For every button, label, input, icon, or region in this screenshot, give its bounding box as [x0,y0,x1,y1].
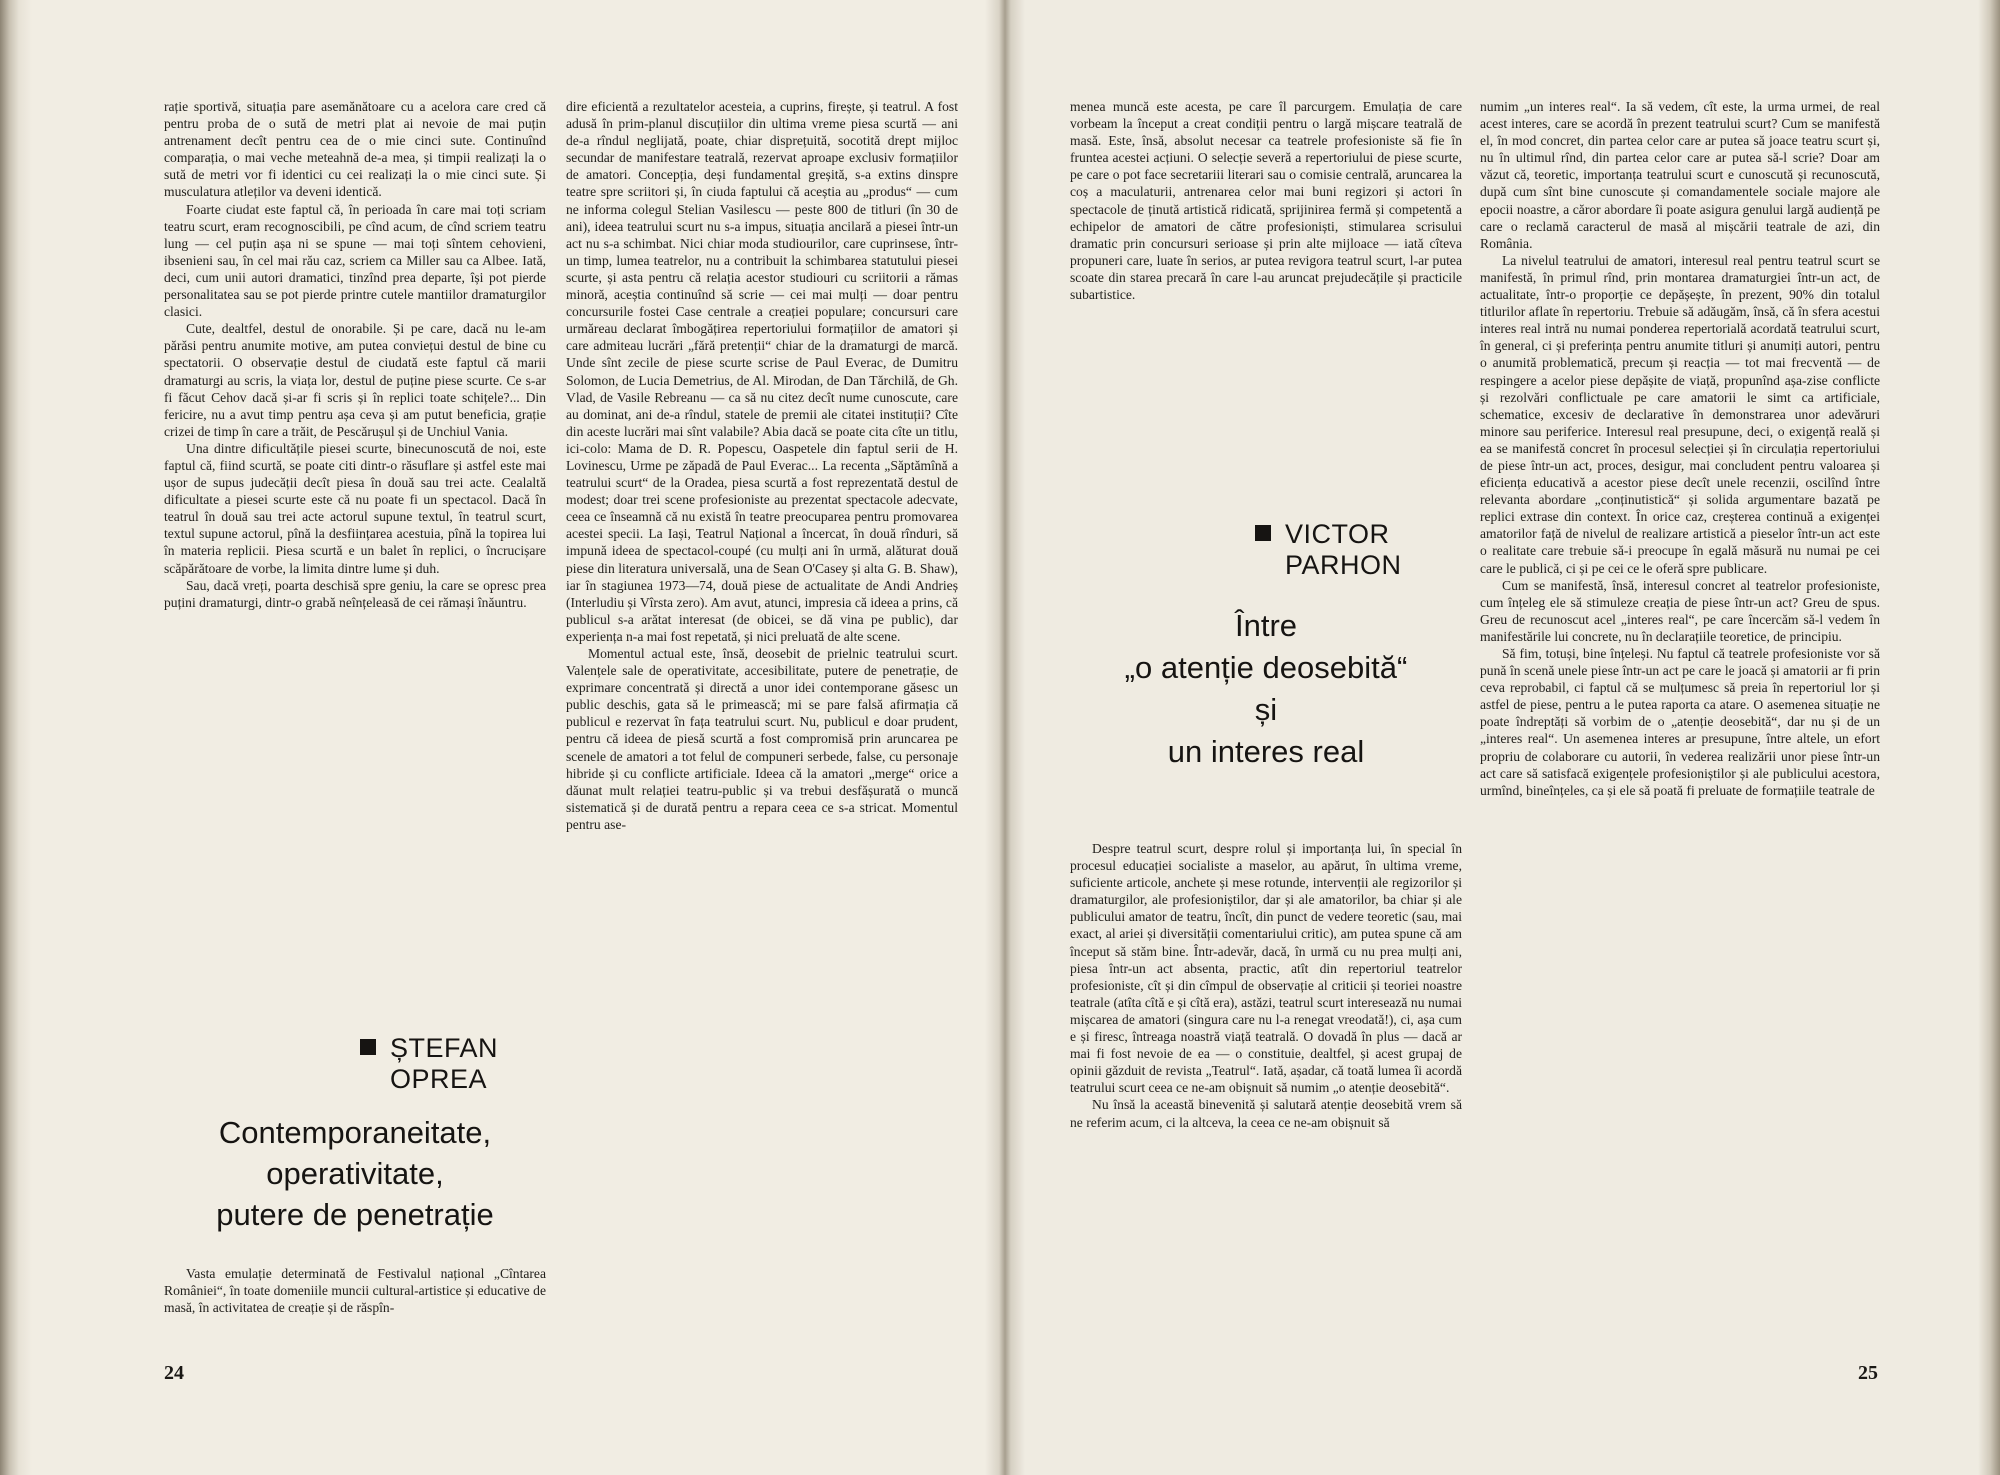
paragraph: Foarte ciudat este faptul că, în perioada în care mai toți scriam teatru scurt, eram recognoscibili, pe cînd acum, de cînd scriem teatru lung — cel puțin așa ni se spune — mai toți sîntem cehovieni, ibsenieni sau, în cel mai rău caz, scriem ca Miller sau ca Albee. Iată, deci, cum unii autori dramatici, tinzînd prea departe, își pot pierde personalitatea sau se pot pierde printre cutele mantiilor dramaturgilor clasici. [164,201,546,320]
paragraph: Cute, dealtfel, destul de onorabile. Și pe care, dacă nu le-am părăsi pentru anumite motive, am putea conviețui destul de bine cu spectatorii. O observație destul de ciudată este faptul că marii dramaturgi au scris, la viața lor, destul de puține piese scurte. Ce s-ar fi făcut Cehov dacă și-ar fi scris și în replici toate schițele?... Din fericire, nu a avut timp pentru așa ceva și am putut beneficia, grație crizei de timp în care a trăit, de Pescărușul și de Unchiul Vania. [164,321,546,439]
bullet-square-icon [1255,525,1271,541]
headline-line: „o atenție deosebită“ [1124,650,1408,685]
book-gutter [985,0,1025,1475]
page-number: 24 [164,1362,184,1384]
paragraph: La nivelul teatrului de amatori, interesul real pentru teatrul scurt se manifestă, în primul rînd, prin montarea dramaturgiei într-un act, de actualitate, într-o proporție ce depășește, în prezent, 90% din totalul titlurilor aflate în repertoriu. Trebuie să adăugăm, însă, că în sfera acestui interes real intră nu numai ponderea repertorială acordată teatrului scurt, în general, ci și preferința pentru anumite titluri și anumiți autori, pentru o anumită problematică, precum și reacția — tot mai frecventă — de respingere a acelor piese depășite de viață, propunînd așa-zise conflicte și rezolvări conflictuale pe care amatorii le simt ca artificiale, schematice, excesiv de declarative în demonstrarea unor adevăruri minore sau periferice. Interesul real presupune, deci, o exigență reală și ea se manifestă concret în procesul selecției și în circulația repertoriului de piese într-un act, proces, desigur, mai concludent pentru valoarea și eficiența educativă a acestor piese decît unele recenzii, oscilînd între relevanta abordare „conținutistică“ și solida argumentare bazată pe replici extrase din context. În orice caz, creșterea continuă a exigenței amatorilor față de nivelul de realizare artistică a pieselor într-un act este o realitate care trebuie să-i preocupe în egală măsură nu numai pe cei care le publică, ci și pe cei ce le oferă spre publicare. [1480,252,1880,576]
paragraph: Sau, dacă vreți, poarta deschisă spre geniu, la care se opresc prea puțini dramaturgi, dintr-o grabă neînțeleasă de cei rămași înăuntru. [164,577,546,610]
paragraph: rație sportivă, situația pare asemănătoare cu a acelora care cred că pentru proba de o sută de metri plat ai nevoie de mai puțin antrenament decît pentru cea de o mie cinci sute. Continuînd comparația, o mai veche meteahnă de-a mea, și timpii realizați la o sută de metri vor fi identici cu cei realizați la o mie cinci sute. Și musculatura atleților va deveni identică. [164,99,546,200]
headline-line: Contemporaneitate, [218,1115,492,1150]
article-headline [164,1112,546,1235]
headline-line: operativitate, [266,1156,444,1191]
paragraph: Cum se manifestă, însă, interesul concret al teatrelor profesioniste, cum înțeleg ele să stimuleze creația de piese într-un act? Greu de spus. Greu de recunoscut acel „interes real“, pe care încercăm să-l vedem în manifestările lui concrete, nu în declarațiile teoretice, de principiu. [1480,577,1880,644]
page-stack-edge [0,0,32,1475]
paragraph: Despre teatrul scurt, despre rolul și importanța lui, în special în procesul educației socialiste a maselor, au apărut, în ultima vreme, suficiente articole, anchete și mese rotunde, intervenții ale regizorilor și dramaturgilor, ale profesioniștilor, dar și ale amatorilor, ba chiar și ale publicului amator de teatru, încît, din punct de vedere teoretic (sau, mai exact, al ariei și diversității comentariului critic), am putea spune că am început să stăm bine. Într-adevăr, dacă, în urmă cu nu prea mulți ani, piesa într-un act absenta, practic, atît din repertoriul teatrelor profesioniste, cît și din cîmpul de observație al criticii și teoriei noastre teatrale (atîta cîtă e și cîtă era), astăzi, teatrul scurt interesează nu numai mișcarea de amatori (singura care nu l-a renegat vreodată!), ci, așa cum e și firesc, întreaga noastră viață teatrală. O dovadă în plus — dacă ar mai fi fost nevoie de ea — o constituie, dealtfel, și acest grupaj de opinii găzduit de revista „Teatrul“. Iată, așadar, că toată lumea îi acordă teatrului scurt ceea ce ne-am obișnuit să numim „o atenție deosebită“. [1070,841,1462,1096]
paragraph: Să fim, totuși, bine înțeleși. Nu faptul că teatrele profesioniste vor să pună în scenă unele piese într-un act pe care le joacă și amatorii ar fi prin ceva reprobabil, ci faptul că se mulțumesc să preia în repertoriul lor și astfel de piese, pentru a le putea raporta ca atare. O asemenea situație ne poate îndreptăți să vorbim de o „atenție deosebită“, dar nu și de un „interes real“. Un asemenea interes ar presupune, între altele, un efort propriu de colaborare cu autorii, în vederea realizării unor piese într-un act care să satisfacă exigențele profesioniștilor și ale publicului acestora, urmînd, bineînțeles, ca și ele să poată fi preluate de formațiile teatrale de [1480,646,1880,798]
paragraph: menea muncă este acesta, pe care îl parcurgem. Emulația de care vorbeam la început a creat condiții pentru o largă mișcare teatrală de masă. Este, însă, absolut necesar ca teatrele profesioniste să fie în fruntea acestei acțiuni. O selecție severă a repertoriului de piese scurte, pe care o pot face secretariii literari sau o comisie centrală, aruncarea la coș a maculaturii, antrenarea celor mai buni regizori și actori în spectacole de ținută artistică ridicată, sprijinirea fermă și competentă a echipelor de amatori de către profesioniști, stimularea scrisului dramatic prin concursuri serioase și prin alte mijloace — iată cîteva propuneri care, luate în serios, ar putea revigora teatrul scurt, l-ar putea scoate din starea precară în care l-au aruncat prejudecățile și practicile subartistice. [1070,99,1462,303]
headline-line: putere de penetrație [216,1197,494,1232]
paragraph: dire eficientă a rezultatelor acesteia, a cuprins, firește, și teatrul. A fost adusă în prim-planul discuțiilor din ultima vreme piesa scurtă — ani de-a rîndul neglijată, poate, chiar disprețuită, socotită drept mijloc secundar de manifestare teatrală, rezervat aproape exclusiv formațiilor de amatori. Concepția, deși fundamental greșită, s-a extins dinspre teatre spre scriitori și, în ciuda faptului că aceștia au „produs“ — cum ne informa colegul Stelian Vasilescu — peste 800 de titluri (în 30 de ani), ideea teatrului scurt nu s-a impus, situația ancilară a piesei într-un act nu s-a schimbat. Nici chiar moda studiourilor, care cuprinsese, într-un timp, lumea teatrelor, nu a contribuit la schimbarea statutului piesei scurte, și asta pentru că relația acestor studiouri cu scriitorii a rămas minoră, aceștia continuînd să scrie — cei mai mulți — doar pentru concursurile fostei Case centrale a creației populare; concursuri care urmăreau declarat îmbogățirea repertoriului formațiilor de amatori și care admiteau lucrări „fără pretenții“ chiar de la dramaturgi de marcă. Unde sînt zecile de piese scurte scrise de Paul Everac, de Dumitru Solomon, de Lucia Demetrius, de Al. Mirodan, de Dan Tărchilă, de Gh. Vlad, de Vasile Rebreanu — ca să nu citez decît nume cunoscute, care au dominat, ani de-a rîndul, statele de premii ale citatei instituții? Cîte din aceste lucrări mai sînt valabile? Abia dacă se poate cita cîte un titlu, ici-colo: Mama de D. R. Popescu, Oaspetele din faptul serii de H. Lovinescu, Urme pe zăpadă de Paul Everac... La recenta „Săptămînă a teatrului scurt“ de la Oradea, piesa scurtă a fost reprezentată destul de modest; doar trei scene profesioniste au prezentat spectacole adecvate, ceea ce înseamnă că nu există în teatre preocuparea pentru promovarea acestei specii. La Iași, Teatrul Național a încercat, în două rînduri, să impună ideea de spectacol-coupé (cu mulți ani în urmă, alăturat două piese din literatura universală, una de Sean O'Casey și alta G. B. Shaw), iar în stagiunea 1973—74, două piese de actualitate de Andi Andrieș (Interludiu și Vîrsta zero). Am avut, atunci, impresia că ideea a prins, că publicul s-a arătat interesat (de obicei, se dă vina pe public), dar experiența n-a mai fost repetată, și nici preluată de alte scene. [566,99,958,644]
paragraph: Vasta emulație determinată de Festivalul național „Cîntarea României“, în toate domeniile muncii cultural-artistice și educative de masă, în activitatea de creație și de răspîn- [164,1266,546,1316]
left-page-column-1 [164,98,546,1018]
headline-line: un interes real [1167,734,1365,769]
bullet-square-icon [360,1039,376,1055]
paragraph: Nu însă la această binevenită și salutară atenție deosebită vrem să ne referim acum, ci la altceva, la ceea ce ne-am obișnuit să [1070,1097,1462,1130]
author-last-name: PARHON [1285,550,1402,580]
paragraph: Momentul actual este, însă, deosebit de prielnic teatrului scurt. Valențele sale de operativitate, accesibilitate, putere de penetrație, de exprimare concentrată și directă a unor idei contemporane găsesc un public deschis, gata să le primească; mi se pare falsă afirmația că publicul e rezervat în fața teatrului scurt. Nu, publicul e doar prudent, pentru că ideea de piesă scurtă a fost compromisă prin aruncarea pe scenele de amatori a tot felul de compuneri serbede, false, cu personaje hibride și cu conflicte artificiale. Ideea că la amatori „merge“ orice a dăunat mult relației teatru-public și va trebui desfășurată o muncă sistematică și de durată pentru a repara ceea ce s-a stricat. Momentul pentru ase- [566,646,958,832]
left-page-column-2 [566,98,958,1348]
author-last-name: OPREA [390,1064,488,1094]
article-headline [1070,605,1462,773]
headline-line: și [1254,692,1278,727]
author-first-name: ȘTEFAN [390,1033,499,1063]
right-page-column-1-top [1070,98,1462,303]
paragraph: numim „un interes real“. Ia să vedem, cît este, la urma urmei, de real acest interes, care se acordă în prezent teatrului scurt? Cum se manifestă el, în mod concret, din partea celor care ar putea să joace teatru scurt și, nu în ultimul rînd, din partea celor care ar putea să-l scrie? Doar am văzut că, teoretic, importanța teatrului scurt e cunoscută și recunoscută, după cum sînt bine cunoscute și comandamentele sociale majore ale epocii noastre, a căror abordare îi poate asigura genului largă audiență pe care o reclamă caracterul de masă al mișcării teatrale de azi, din România. [1480,99,1880,251]
right-page-column-2 [1480,98,1880,1348]
page-stack-edge [1978,0,2000,1475]
author-byline [1255,519,1402,581]
headline-line: Între [1234,608,1298,643]
paragraph: Una dintre dificultățile piesei scurte, binecunoscută de noi, este faptul că, fiind scurtă, se poate citi dintr-o răsuflare și astfel este mai ușor de supus judecății decît piesa în două sau trei acte. Cealaltă dificultate a piesei scurte este că nu poate fi un spectacol. Dacă în teatrul în două sau trei acte actorul supune textul, în teatrul scurt, textul supune actorul, pînă la desființarea acestuia, pînă la topirea lui în materia replicii. Piesa scurtă e un balet în replici, o încrucișare scăpărătoare de vorbe, la limita dintre lume și duh. [164,440,546,576]
author-byline [360,1033,498,1095]
right-page-column-1-bottom [1070,840,1462,1131]
page-number: 25 [1858,1362,1878,1384]
author-first-name: VICTOR [1285,519,1390,549]
article-lead [164,1265,546,1316]
right-page [1000,0,2000,1475]
